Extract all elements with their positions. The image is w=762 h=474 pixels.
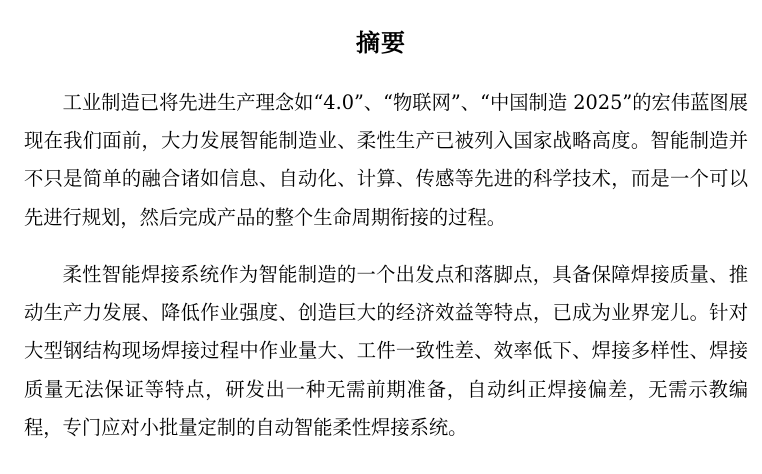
abstract-title: 摘要 xyxy=(356,29,406,57)
abstract-paragraph-2: 柔性智能焊接系统作为智能制造的一个出发点和落脚点，具备保障焊接质量、推动生产力发展、降低作业强度、创造巨大的经济效益等特点，已成为业界宠儿。针对大型钢结构现场焊接过程中作业量大、工件一致性差、效率低下、焊接多样性、焊接质量无法保证等特点，研发出一种无需前期准备，自动纠正焊接偏差，无需示教编程，专门应对小批量定制的自动智能柔性焊接系统。 xyxy=(24,263,748,439)
abstract-paragraph-1: 工业制造已将先进生产理念如“4.0”、“物联网”、“中国制造 2025”的宏伟蓝图展现在我们面前，大力发展智能制造业、柔性生产已被列入国家战略高度。智能制造并不只是简单的融合诸如信息、自动化、计算、传感等先进的科学技术，而是一个可以先进行规划，然后完成产品的整个生命周期衔接的过程。 xyxy=(24,91,748,229)
